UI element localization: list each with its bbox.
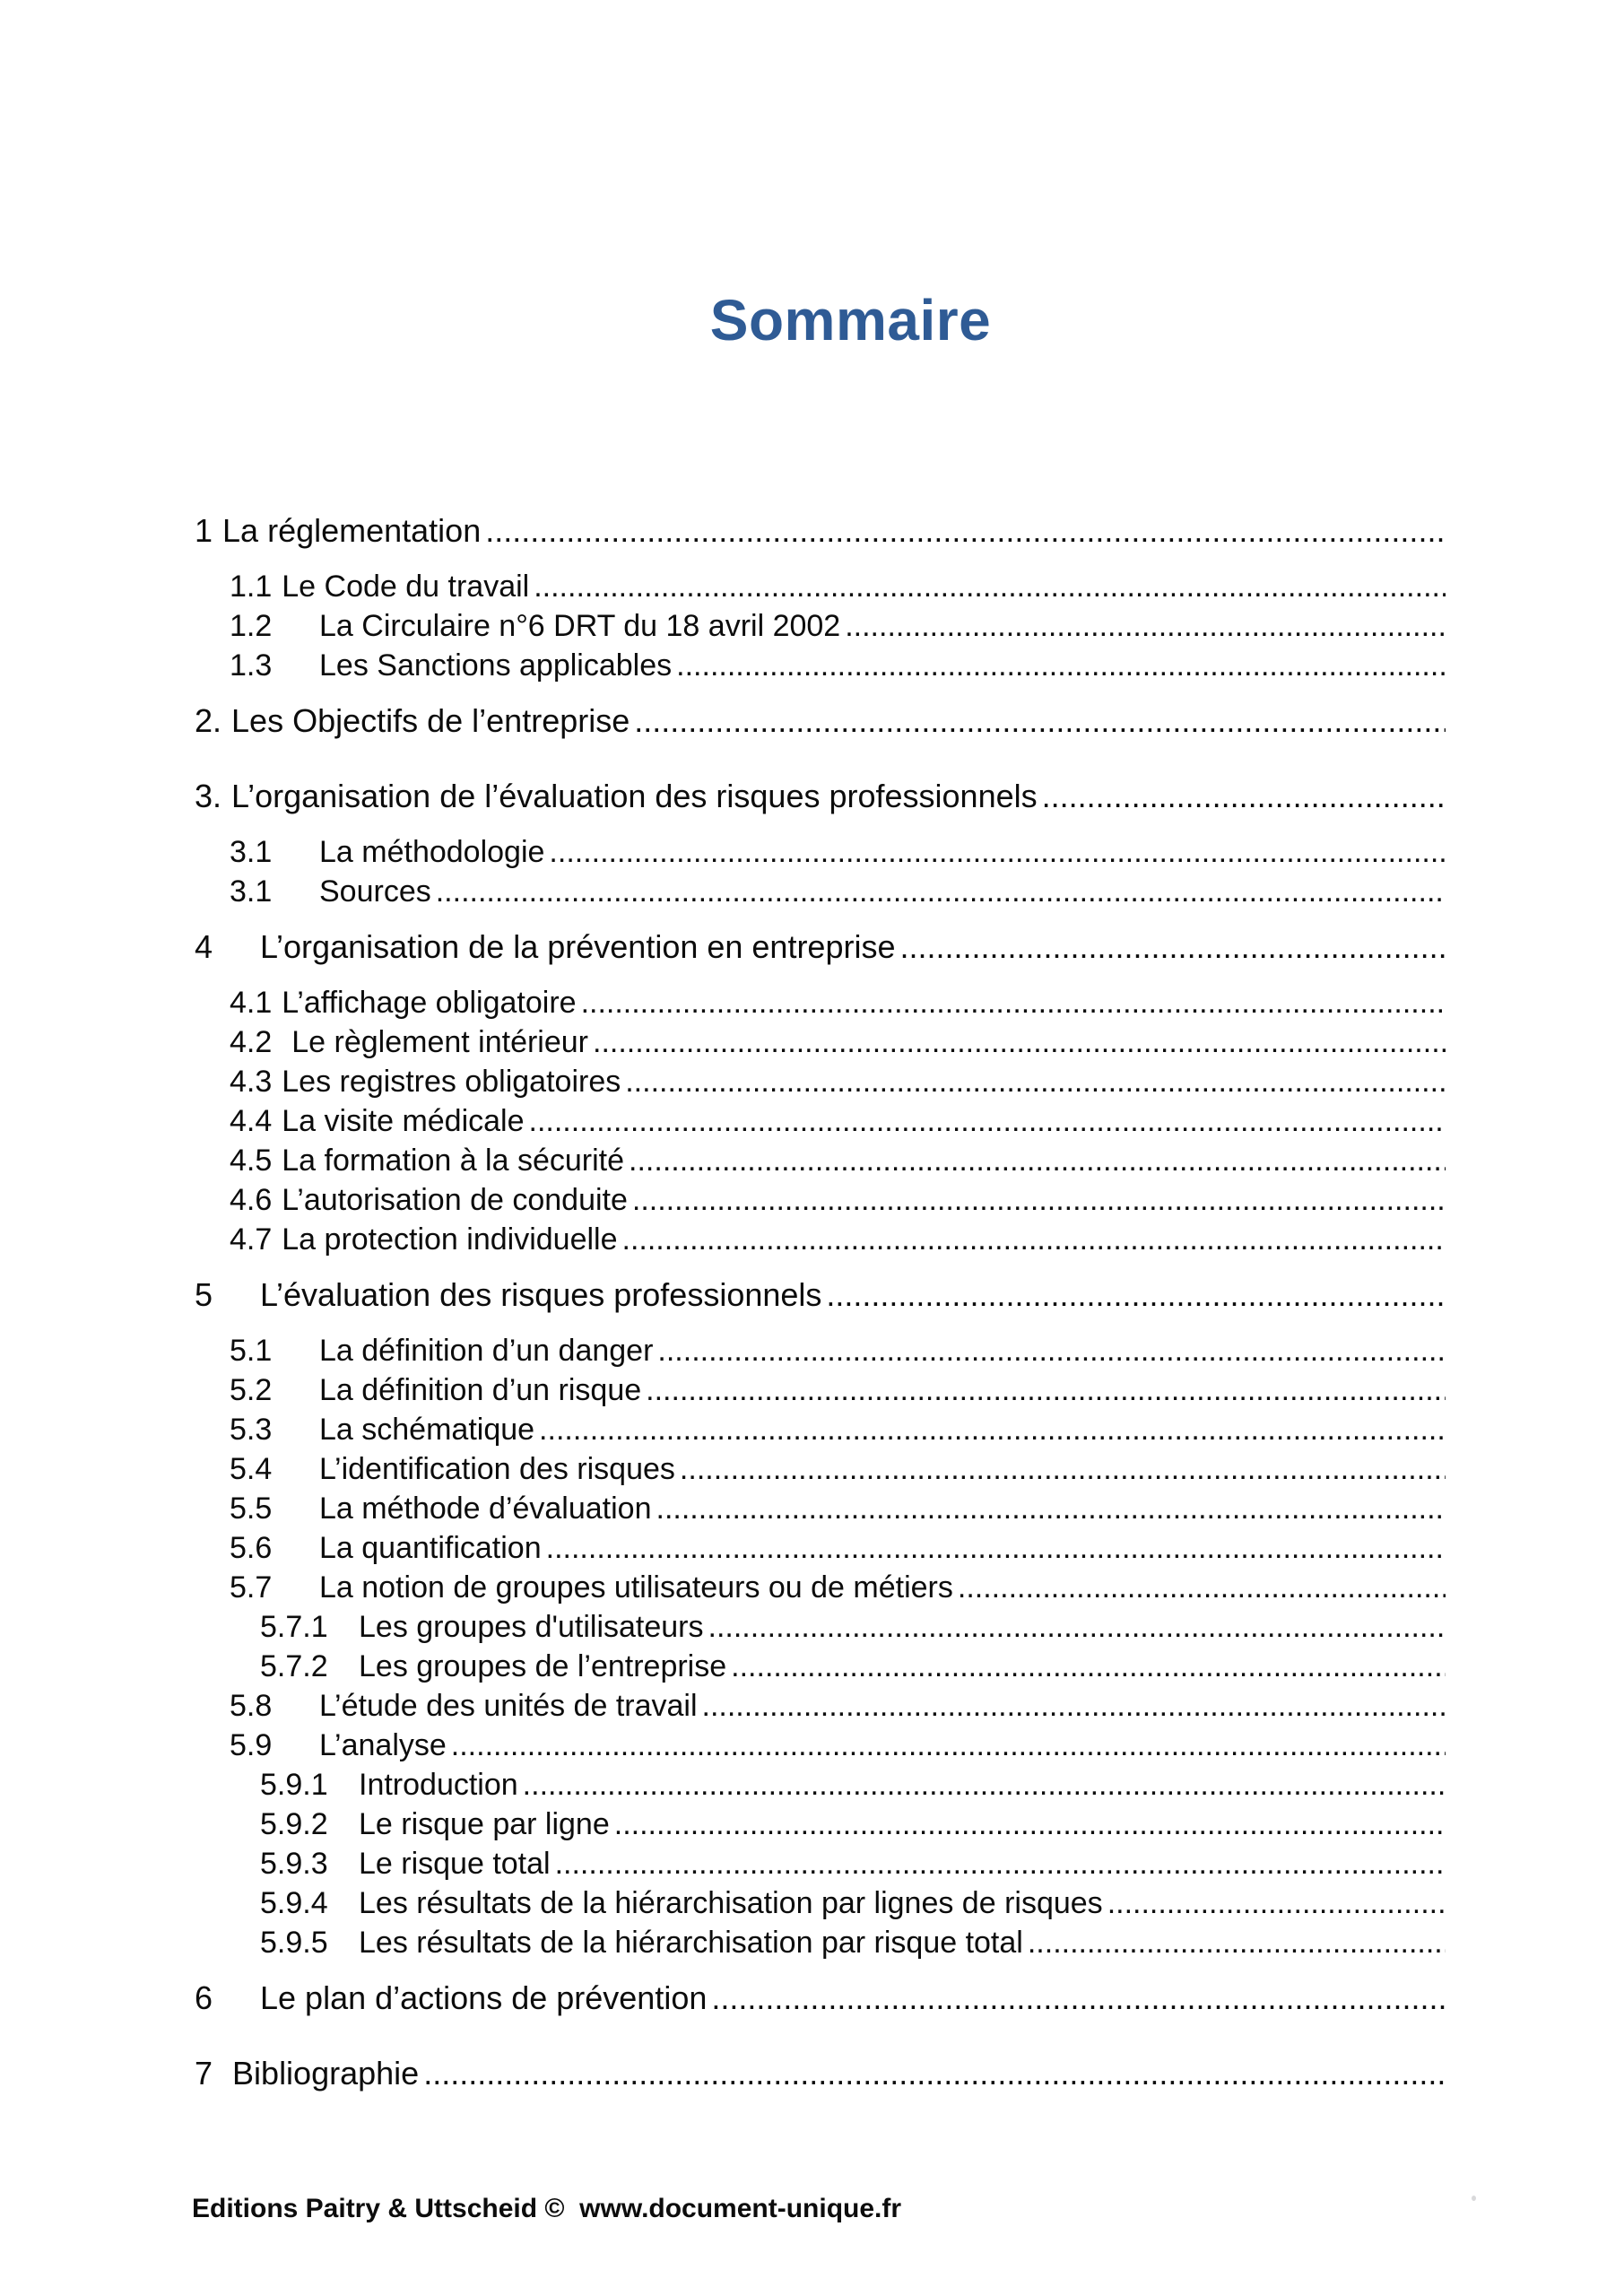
toc-entry [195, 2054, 1507, 2093]
toc-dot-leader [1028, 1923, 1446, 1962]
toc-dot-leader [523, 1765, 1446, 1805]
toc-entry-label: L’étude des unités de travail [319, 1689, 698, 1723]
toc-entry-label: Introduction [359, 1768, 518, 1802]
toc-entry [195, 646, 1507, 685]
toc-dot-leader [731, 1647, 1446, 1686]
toc-dot-leader [629, 1141, 1446, 1180]
toc-entry-number: 5.7 [230, 1570, 273, 1605]
toc-dot-leader [423, 2054, 1446, 2093]
toc-dot-leader [632, 1180, 1446, 1220]
toc-dot-leader [555, 1844, 1446, 1883]
toc-entry-number: 5.4 [230, 1452, 273, 1486]
toc-entry-label: La quantification [319, 1531, 542, 1565]
toc-entry-label: Les registres obligatoires [282, 1065, 621, 1099]
toc-dot-leader [702, 1686, 1446, 1726]
toc-entry-label: Les résultats de la hiérarchisation par lignes de risques [359, 1886, 1103, 1920]
toc-entry-number: 4.2 [230, 1025, 273, 1059]
toc-entry-number: 4.4 [230, 1104, 273, 1138]
toc-entry [195, 701, 1507, 741]
toc-entry-label: Le risque total [359, 1847, 551, 1881]
toc-entry [195, 1607, 1507, 1647]
toc-entry [195, 1410, 1507, 1449]
toc-entry-label: La définition d’un risque [319, 1373, 642, 1407]
footer-publisher-line: Editions Paitry & Uttscheid © www.document-unique.fr [192, 2194, 902, 2223]
toc-dot-leader [680, 1449, 1446, 1489]
toc-entry-label: Les Sanctions applicables [319, 648, 673, 683]
toc-entry [195, 1647, 1507, 1686]
toc-entry-label: Le plan d’actions de prévention [260, 1979, 708, 2016]
toc-entry-number: 2. [195, 702, 222, 739]
toc-dot-leader [549, 832, 1446, 872]
toc-dot-leader [711, 1979, 1446, 2018]
toc-entry-label: Les résultats de la hiérarchisation par risque total [359, 1926, 1023, 1960]
toc-entry [195, 983, 1507, 1022]
toc-dot-leader [529, 1101, 1446, 1141]
toc-entry-label: Les groupes d'utilisateurs [359, 1610, 704, 1644]
toc-entry-label: Bibliographie [232, 2055, 420, 2092]
toc-dot-leader [634, 701, 1446, 741]
toc-entry [195, 1979, 1507, 2018]
toc-dot-leader [1042, 777, 1446, 816]
toc-entry [195, 1022, 1507, 1062]
toc-dot-leader [656, 1489, 1446, 1528]
toc-entry-number: 5.9.5 [260, 1926, 328, 1960]
toc-entry [195, 1686, 1507, 1726]
toc-dot-leader [845, 606, 1446, 646]
toc-entry-label: La visite médicale [282, 1104, 525, 1138]
toc-entry-number: 5.9.3 [260, 1847, 328, 1881]
toc-entry-number: 4.7 [230, 1222, 273, 1257]
toc-entry-number: 7 [195, 2055, 213, 2092]
toc-dot-leader [676, 646, 1446, 685]
toc-entry-label: Le Code du travail [282, 570, 530, 604]
toc-entry-label: La formation à la sécurité [282, 1144, 625, 1178]
toc-entry [195, 1923, 1507, 1962]
scan-artifact-dot [1472, 2196, 1476, 2201]
toc-entry-number: 5 [195, 1276, 213, 1313]
toc-entry [195, 927, 1507, 967]
toc-entry-label: L’organisation de l’évaluation des risques professionnels [231, 778, 1038, 814]
toc-entry-number: 3. [195, 778, 222, 814]
toc-entry [195, 1101, 1507, 1141]
toc-entry-label: Sources [319, 874, 431, 909]
toc-entry [195, 1370, 1507, 1410]
toc-entry-number: 5.6 [230, 1531, 273, 1565]
toc-entry-label: La définition d’un danger [319, 1334, 654, 1368]
toc-entry [195, 1331, 1507, 1370]
toc-entry-number: 5.7.1 [260, 1610, 328, 1644]
toc-entry [195, 1449, 1507, 1489]
toc-entry-label: La notion de groupes utilisateurs ou de métiers [319, 1570, 953, 1605]
toc-entry-label: L’organisation de la prévention en entreprise [260, 928, 896, 965]
toc-entry-number: 3.1 [230, 874, 273, 909]
toc-dot-leader [625, 1062, 1446, 1101]
toc-entry-label: L’affichage obligatoire [282, 986, 577, 1020]
toc-entry-label: L’analyse [319, 1728, 447, 1762]
toc-entry-number: 4.6 [230, 1183, 273, 1217]
toc-entry-label: Les Objectifs de l’entreprise [231, 702, 630, 739]
toc-entry-label: L’évaluation des risques professionnels [260, 1276, 822, 1313]
toc-entry [195, 832, 1507, 872]
toc-entry-number: 1.1 [230, 570, 273, 604]
toc-entry [195, 777, 1507, 816]
toc-dot-leader [826, 1275, 1446, 1315]
toc-entry [195, 1844, 1507, 1883]
toc-entry-label: La réglementation [222, 512, 482, 549]
toc-entry-number: 1.2 [230, 609, 273, 643]
toc-entry-number: 4.3 [230, 1065, 273, 1099]
toc-entry-number: 5.9.2 [260, 1807, 328, 1841]
toc-entry-label: La Circulaire n°6 DRT du 18 avril 2002 [319, 609, 841, 643]
toc-entry-number: 4 [195, 928, 213, 965]
toc-entry-label: L’autorisation de conduite [282, 1183, 628, 1217]
toc-dot-leader [1107, 1883, 1446, 1923]
toc-entry-label: Le règlement intérieur [291, 1025, 589, 1059]
toc-entry-label: La méthodologie [319, 835, 545, 869]
toc-entry [195, 1220, 1507, 1259]
page-content [195, 0, 1507, 2093]
toc-entry-number: 5.8 [230, 1689, 273, 1723]
toc-entry [195, 872, 1507, 911]
toc-entry-label: La méthode d’évaluation [319, 1492, 652, 1526]
toc-entry [195, 1141, 1507, 1180]
toc-entry [195, 1180, 1507, 1220]
toc-dot-leader [539, 1410, 1446, 1449]
toc-entry-label: La protection individuelle [282, 1222, 618, 1257]
toc-dot-leader [534, 567, 1446, 606]
toc-dot-leader [657, 1331, 1446, 1370]
toc-entry-number: 5.5 [230, 1492, 273, 1526]
toc-entry-number: 5.9.1 [260, 1768, 328, 1802]
toc-entry-number: 3.1 [230, 835, 273, 869]
toc-entry [195, 1805, 1507, 1844]
toc-entry-label: Le risque par ligne [359, 1807, 610, 1841]
toc-entry-number: 5.7.2 [260, 1649, 328, 1683]
toc-entry [195, 1062, 1507, 1101]
toc-entry-number: 4.1 [230, 986, 273, 1020]
toc-entry-number: 1.3 [230, 648, 273, 683]
toc-entry [195, 1489, 1507, 1528]
toc-dot-leader [436, 872, 1446, 911]
toc-entry-number: 1 [195, 512, 213, 549]
toc-list [195, 511, 1507, 2093]
toc-entry-number: 5.2 [230, 1373, 273, 1407]
toc-dot-leader [900, 927, 1446, 967]
toc-dot-leader [593, 1022, 1446, 1062]
toc-dot-leader [451, 1726, 1446, 1765]
toc-entry-number: 4.5 [230, 1144, 273, 1178]
toc-entry-number: 5.1 [230, 1334, 273, 1368]
toc-dot-leader [485, 511, 1446, 551]
toc-entry-number: 5.3 [230, 1413, 273, 1447]
toc-dot-leader [646, 1370, 1446, 1410]
toc-entry [195, 567, 1507, 606]
toc-entry-label: Les groupes de l’entreprise [359, 1649, 727, 1683]
toc-entry [195, 1528, 1507, 1568]
toc-entry-number: 6 [195, 1979, 213, 2016]
toc-entry-label: La schématique [319, 1413, 535, 1447]
toc-entry-number: 5.9.4 [260, 1886, 328, 1920]
toc-entry [195, 1765, 1507, 1805]
page-title: Sommaire [709, 288, 992, 352]
toc-entry [195, 511, 1507, 551]
toc-dot-leader [614, 1805, 1446, 1844]
toc-entry [195, 1883, 1507, 1923]
toc-entry [195, 606, 1507, 646]
toc-entry [195, 1275, 1507, 1315]
toc-dot-leader [622, 1220, 1446, 1259]
toc-entry [195, 1568, 1507, 1607]
toc-entry [195, 1726, 1507, 1765]
toc-dot-leader [708, 1607, 1446, 1647]
toc-entry-label: L’identification des risques [319, 1452, 675, 1486]
toc-entry-number: 5.9 [230, 1728, 273, 1762]
toc-dot-leader [958, 1568, 1446, 1607]
toc-dot-leader [546, 1528, 1446, 1568]
toc-dot-leader [581, 983, 1446, 1022]
